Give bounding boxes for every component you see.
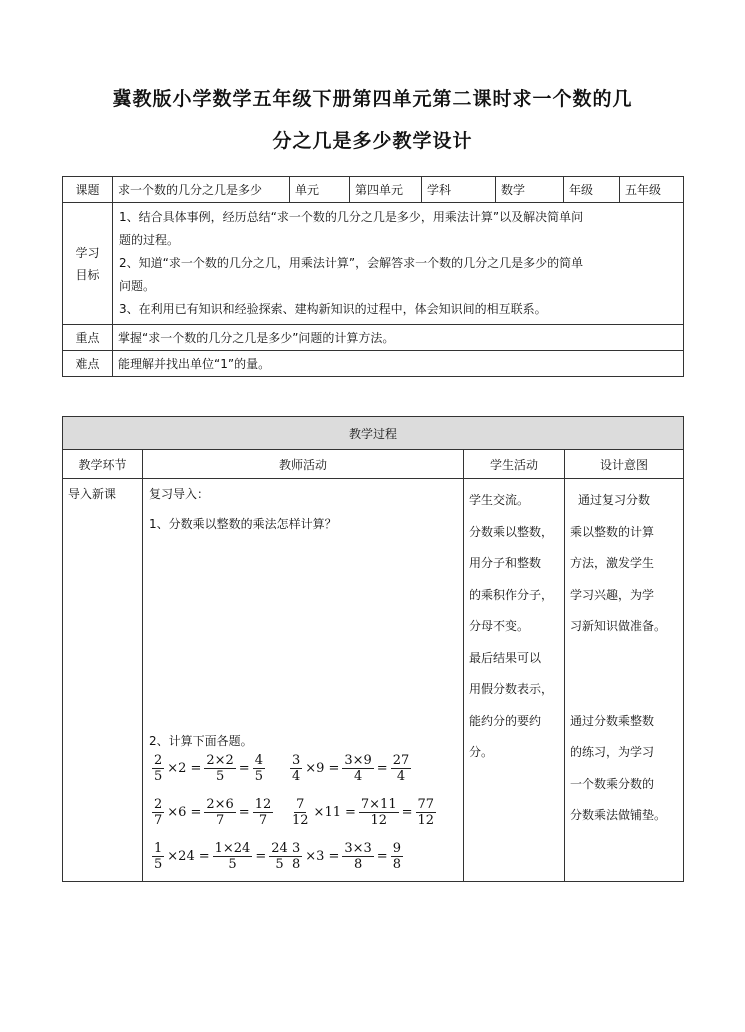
fraction [253,753,265,784]
numerator: 1×24 [214,841,251,856]
grade-label: 年级 [564,177,620,203]
operator: = [376,761,388,776]
design-intent-cell [565,479,684,882]
document-title-line-1: 冀教版小学数学五年级下册第四单元第二课时求一个数的几 [112,88,633,110]
numerator: 7 [296,797,305,812]
goal-line: 1、结合具体事例，经历总结“求一个数的几分之几是多少，用乘法计算”以及解决简单问 [119,210,584,224]
goals-label [63,203,113,325]
goals-label-line-1: 学习 [75,245,100,260]
column-header-teacher: 教师活动 [143,450,464,479]
intent-line: 通过复习分数 [578,493,651,507]
numerator: 2×2 [206,753,234,768]
numerator: 2×6 [206,797,234,812]
fraction [269,841,290,872]
intent-line: 的练习，为学习 [570,745,655,759]
denominator: 5 [154,769,163,784]
fraction [204,753,235,784]
info-row-topic [63,177,684,203]
denominator: 4 [396,769,406,784]
numerator: 4 [254,753,263,768]
numerator: 3×3 [344,841,372,856]
denominator: 5 [275,857,284,872]
difficulty-label: 难点 [63,351,113,377]
fraction [290,753,302,784]
question-2: 2、计算下面各题。 [149,734,253,748]
intent-line: 通过分数乘整数 [570,713,655,728]
denominator: 5 [254,769,263,784]
operator: = [328,761,340,776]
student-line: 最后结果可以 [469,650,542,665]
denominator: 4 [353,769,363,784]
goals-label-line-2: 目标 [75,267,100,282]
equation [151,753,266,784]
student-line: 用分子和整数 [469,556,542,570]
difficulty-value: 能理解并找出单位“1”的量。 [113,351,684,377]
subject-label: 学科 [422,177,496,203]
operator: = [190,761,202,776]
key-value: 掌握“求一个数的几分之几是多少”问题的计算方法。 [113,325,684,351]
fraction [152,753,164,784]
fraction [290,841,302,872]
operator: ×2 [167,761,187,776]
operator: ×24 [167,849,195,864]
fraction [204,797,235,828]
unit-value: 第四单元 [350,177,422,203]
equation [151,841,291,872]
fraction [152,797,164,828]
operator: = [255,849,267,864]
intent-line: 一个数乘分数的 [570,776,655,791]
goal-line: 题的过程。 [119,233,180,247]
goal-line: 问题。 [119,279,156,293]
denominator: 7 [215,813,225,828]
topic-value: 求一个数的几分之几是多少 [113,177,290,203]
info-row-difficulty [63,351,684,377]
denominator: 12 [292,813,309,828]
operator: = [198,849,210,864]
subject-value: 数学 [496,177,564,203]
stage-name: 导入新课 [68,487,117,501]
operator: ×11 [313,805,341,820]
fraction [391,753,412,784]
denominator: 5 [228,857,237,872]
process-header: 教学过程 [63,417,684,450]
question-1: 1、分数乘以整数的乘法怎样计算？ [149,517,337,531]
denominator: 5 [215,769,225,784]
operator: ×6 [167,805,187,820]
numerator: 2 [154,797,163,812]
equation [151,797,274,828]
numerator: 7×11 [360,797,397,812]
numerator: 3 [292,753,301,768]
numerator: 12 [254,797,272,812]
numerator: 27 [392,753,410,768]
operator: = [238,805,250,820]
fraction [416,797,437,828]
grade-value: 五年级 [620,177,684,203]
operator: ×3 [305,849,325,864]
intent-line: 学习兴趣，为学 [570,587,655,602]
fraction [290,797,311,828]
column-header-intent: 设计意图 [565,450,684,479]
operator: = [376,849,388,864]
lesson-info-table [62,176,684,377]
numerator: 3 [292,841,301,856]
denominator: 12 [370,813,388,828]
review-intro: 复习导入： [149,487,210,501]
student-line: 分母不变。 [469,619,530,633]
operator: = [328,849,340,864]
operator: = [238,761,250,776]
spacer [570,643,678,706]
numerator: 9 [392,841,401,856]
info-row-goals [63,203,684,325]
numerator: 1 [154,841,163,856]
denominator: 7 [258,813,268,828]
unit-label: 单元 [290,177,350,203]
column-header-stage: 教学环节 [63,450,143,479]
teaching-process-table [62,416,684,882]
goal-line: 3、在利用已有知识和经验探索、建构新知识的过程中，体会知识间的相互联系。 [119,302,547,316]
operator: = [344,805,356,820]
fraction [342,753,373,784]
denominator: 8 [392,857,401,872]
operator: = [190,805,202,820]
student-line: 学生交流。 [469,493,530,507]
column-header-student: 学生活动 [464,450,565,479]
operator: ×9 [305,761,325,776]
intent-line: 习新知识做准备。 [570,619,667,633]
numerator: 24 [271,841,288,856]
stage-cell [63,479,143,882]
student-line: 的乘积作分子， [469,587,554,602]
equation [289,841,404,872]
student-line: 用假分数表示， [469,682,554,696]
equation [289,797,437,828]
student-line: 分数乘以整数， [469,524,554,539]
student-line: 分。 [469,745,494,759]
denominator: 12 [417,813,435,828]
intent-line: 乘以整数的计算 [570,524,655,539]
numerator: 2 [154,753,163,768]
fraction [391,841,403,872]
fraction [359,797,399,828]
teacher-activity-cell [143,479,464,882]
key-label: 重点 [63,325,113,351]
denominator: 7 [154,813,163,828]
goal-line: 2、知道“求一个数的几分之几，用乘法计算”，会解答求一个数的几分之几是多少的简单 [119,256,584,270]
fraction [253,797,274,828]
operator: = [401,805,413,820]
fraction [152,841,164,872]
info-row-key [63,325,684,351]
numerator: 77 [417,797,435,812]
denominator: 4 [292,769,301,784]
denominator: 8 [292,857,301,872]
student-line: 能约分的要约 [469,713,542,728]
intent-line: 分数乘法做铺垫。 [570,808,667,822]
numerator: 3×9 [344,753,372,768]
denominator: 8 [353,857,363,872]
student-activity-cell [464,479,565,882]
equation [289,753,412,784]
topic-label: 课题 [63,177,113,203]
denominator: 5 [154,857,163,872]
intent-line: 方法，激发学生 [570,556,655,570]
document-title-line-2: 分之几是多少教学设计 [272,130,473,152]
goals-text [113,203,684,325]
fraction [342,841,373,872]
fraction [213,841,253,872]
